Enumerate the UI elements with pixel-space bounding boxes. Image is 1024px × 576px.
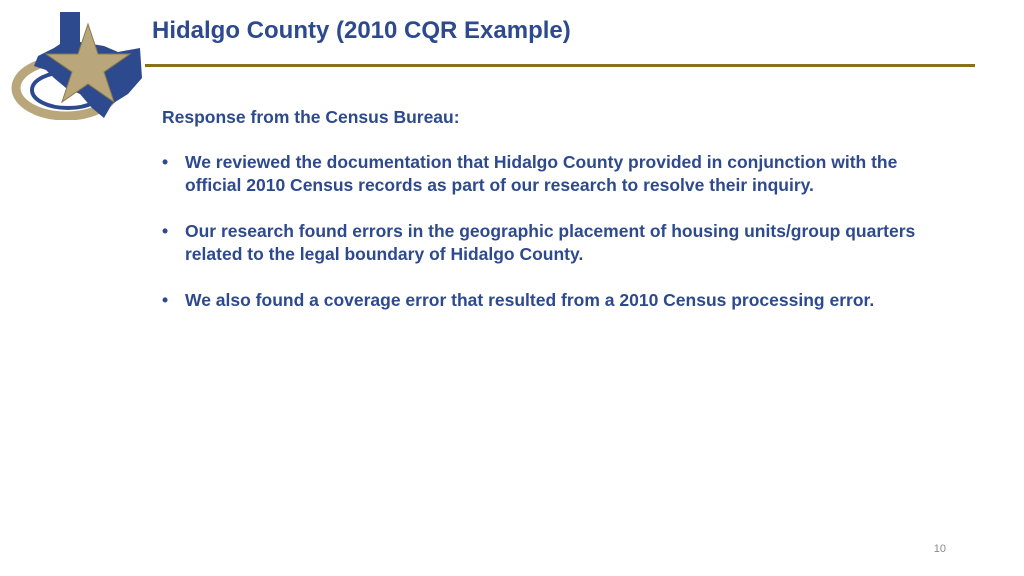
bullet-dot: • <box>162 152 169 172</box>
texas-star-logo <box>8 8 148 120</box>
bullet-text: Our research found errors in the geographic placement of housing units/group quarters related to the legal boundary of Hidalgo County. <box>185 221 916 264</box>
bullet-item <box>162 220 922 266</box>
bullet-list <box>162 151 922 312</box>
page-number: 10 <box>933 543 946 555</box>
bullet-item <box>162 151 922 197</box>
title-divider <box>145 64 975 67</box>
intro-heading: Response from the Census Bureau: <box>162 107 460 127</box>
bullet-item <box>162 289 922 312</box>
bullet-dot: • <box>162 290 169 310</box>
bullet-dot: • <box>162 221 169 241</box>
bullet-text: We reviewed the documentation that Hidalgo County provided in conjunction with the official 2010 Census records as part of our research to resolve their inquiry. <box>185 152 898 195</box>
slide-body <box>162 106 922 335</box>
bullet-text: We also found a coverage error that resulted from a 2010 Census processing error. <box>185 290 875 310</box>
slide-title: Hidalgo County (2010 CQR Example) <box>152 17 571 44</box>
